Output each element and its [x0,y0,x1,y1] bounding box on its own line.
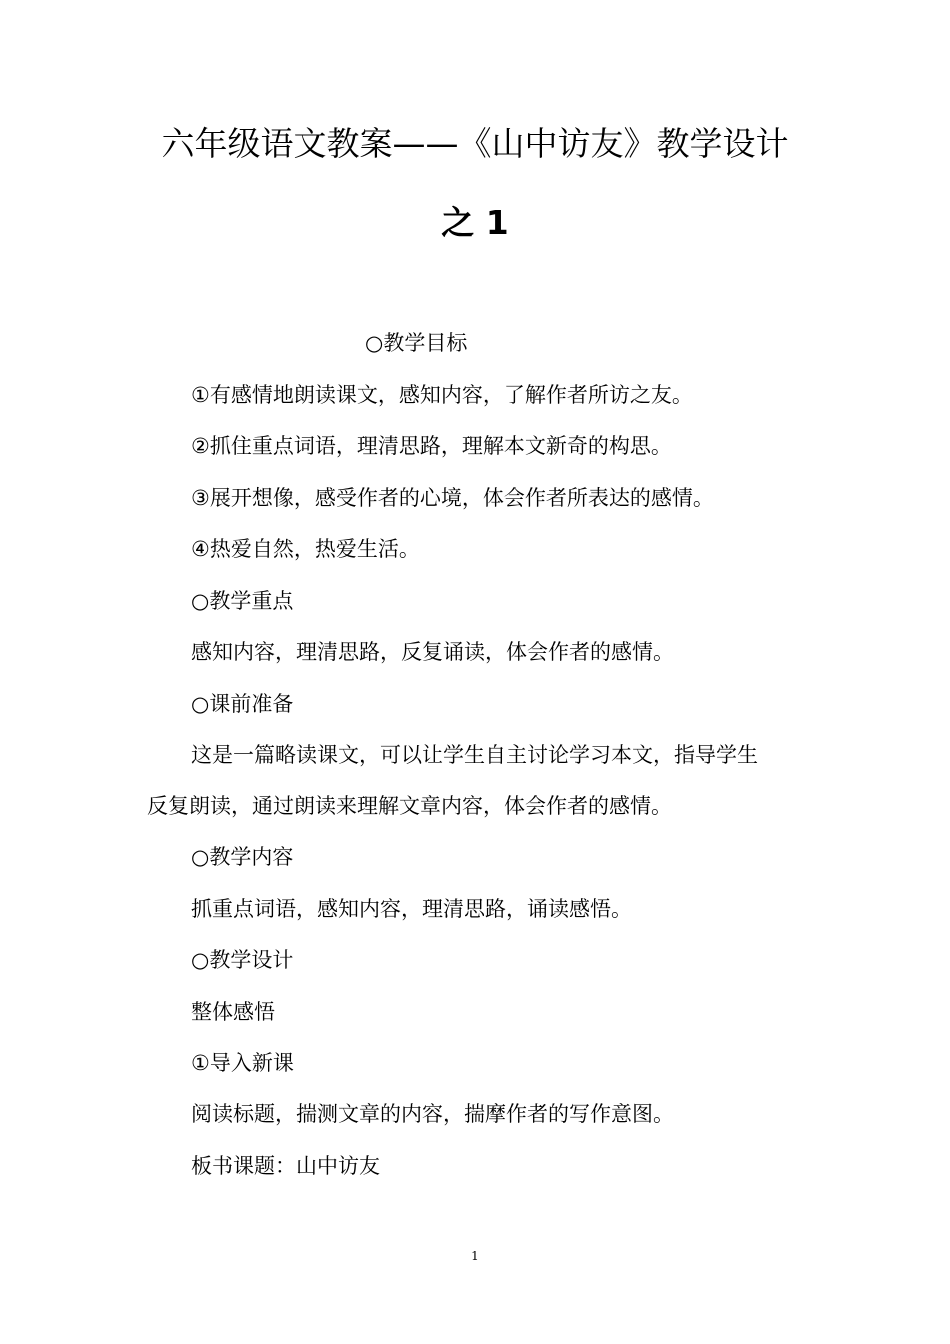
goal-item-4: ④热爱自然，热爱生活。 [191,537,420,561]
teaching-focus-text: 感知内容，理清思路，反复诵读，体会作者的感情。 [191,640,674,664]
page-number: 1 [471,1249,479,1263]
blackboard-title: 板书课题：山中访友 [191,1154,380,1178]
document-title-line-1: 六年级语文教案——《山中访友》教学设计 [161,124,789,163]
heading-teaching-goals: ○教学目标 [365,331,468,355]
step-intro-new-lesson: ①导入新课 [191,1051,294,1075]
subheading-overall-perception: 整体感悟 [191,1000,275,1024]
teaching-content-text: 抓重点词语，感知内容，理清思路，诵读感悟。 [191,897,632,921]
heading-preparation: ○课前准备 [191,692,294,716]
heading-teaching-design: ○教学设计 [191,948,294,972]
goal-item-2: ②抓住重点词语，理清思路，理解本文新奇的构思。 [191,434,672,458]
goal-item-1: ①有感情地朗读课文，感知内容，了解作者所访之友。 [191,383,693,407]
preparation-text-line-1: 这是一篇略读课文，可以让学生自主讨论学习本文，指导学生 [191,743,758,767]
goal-item-3: ③展开想像，感受作者的心境，体会作者所表达的感情。 [191,486,714,510]
heading-teaching-content: ○教学内容 [191,845,294,869]
heading-teaching-focus: ○教学重点 [191,589,294,613]
preparation-text-line-2: 反复朗读，通过朗读来理解文章内容，体会作者的感情。 [147,794,672,818]
step-intro-text: 阅读标题，揣测文章的内容，揣摩作者的写作意图。 [191,1102,674,1126]
document-title-line-2: 之 1 [441,203,509,242]
